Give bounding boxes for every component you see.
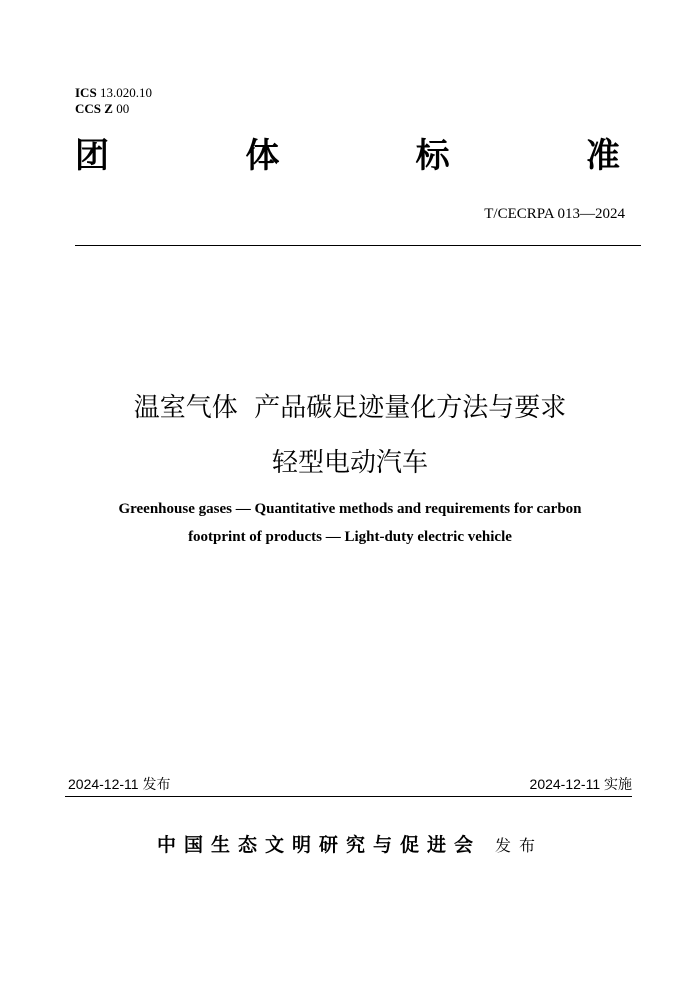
ics-value: 13.020.10 xyxy=(99,85,152,100)
title-en-line-1: Greenhouse gases — Quantitative methods and requirements for carbon xyxy=(118,501,582,517)
issue-date xyxy=(68,775,170,793)
standard-type-char-2: 体 xyxy=(245,136,280,176)
ccs-code xyxy=(75,101,129,117)
title-cn-line-1: 温室气体 产品碳足迹量化方法与要求 xyxy=(133,393,567,423)
issue-date-label: 发布 xyxy=(142,776,171,792)
publisher-organization: 中国生态文明研究与促进会 xyxy=(156,834,481,856)
standard-number: T/CECRPA 013—2024 xyxy=(484,206,625,222)
implementation-date-label: 实施 xyxy=(604,776,632,792)
standard-type-char-3: 标 xyxy=(415,136,450,176)
issue-date-value: 2024-12-11 xyxy=(68,776,139,792)
implementation-date xyxy=(530,775,632,793)
title-cn-line-2: 轻型电动汽车 xyxy=(271,448,428,478)
ccs-label: CCS Z xyxy=(75,101,113,116)
header-divider xyxy=(75,245,641,246)
ics-code xyxy=(75,85,152,101)
implementation-date-value: 2024-12-11 xyxy=(529,776,601,792)
ccs-value: 00 xyxy=(116,101,130,116)
publisher-action: 发布 xyxy=(495,836,544,855)
standard-type-char-4: 准 xyxy=(585,136,620,176)
standard-type-char-1: 团 xyxy=(75,136,109,176)
standard-type-heading xyxy=(75,134,620,178)
ics-label: ICS xyxy=(75,85,97,100)
footer-divider xyxy=(65,796,632,797)
title-en-line-2: footprint of products — Light-duty electric vehicle xyxy=(188,529,512,545)
publisher-line xyxy=(0,833,700,858)
